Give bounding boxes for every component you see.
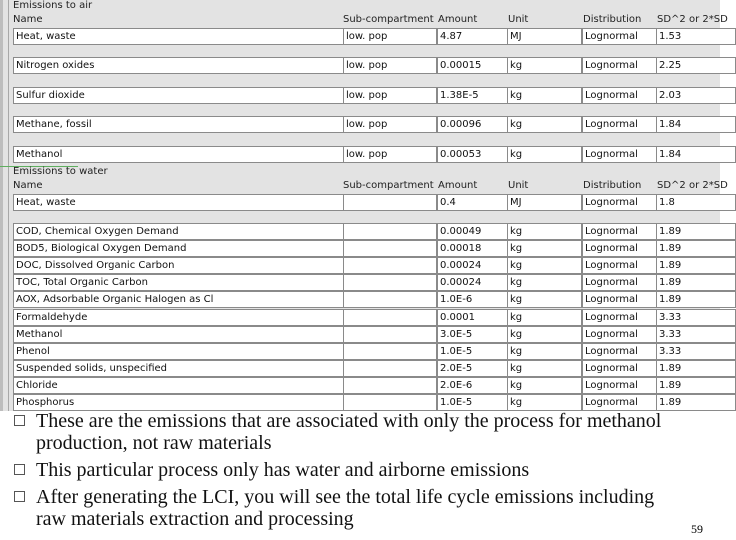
distribution-field[interactable]: Lognormal xyxy=(582,57,657,74)
bullet-text: This particular process only has water and airborne emissions xyxy=(36,459,530,481)
name-field[interactable]: Heat, waste xyxy=(13,28,344,45)
amount-field[interactable]: 0.00024 xyxy=(437,274,508,291)
distribution-field[interactable]: Lognormal xyxy=(582,394,657,411)
sub-compartment-field[interactable]: low. pop xyxy=(343,87,437,104)
emissions-to-water-title: Emissions to water xyxy=(13,166,108,177)
unit-field[interactable]: kg xyxy=(507,360,582,377)
column-header: Amount xyxy=(438,14,478,25)
bullet-list xyxy=(14,410,674,535)
distribution-field[interactable]: Lognormal xyxy=(582,223,657,240)
sub-compartment-field[interactable] xyxy=(343,257,437,274)
amount-field[interactable]: 1.0E-6 xyxy=(437,291,508,308)
sub-compartment-field[interactable] xyxy=(343,326,437,343)
column-header: SD^2 or 2*SD xyxy=(657,14,728,25)
amount-field[interactable]: 2.0E-6 xyxy=(437,377,508,394)
name-field[interactable]: TOC, Total Organic Carbon xyxy=(13,274,344,291)
name-field[interactable]: Phenol xyxy=(13,343,344,360)
sd-field[interactable]: 1.89 xyxy=(656,394,736,411)
emissions-to-water-row xyxy=(13,309,733,326)
sd-field[interactable]: 1.89 xyxy=(656,360,736,377)
distribution-field[interactable]: Lognormal xyxy=(582,309,657,326)
distribution-field[interactable]: Lognormal xyxy=(582,87,657,104)
column-header: Distribution xyxy=(583,14,642,25)
column-header: Name xyxy=(13,14,43,25)
emissions-to-water-row xyxy=(13,223,733,240)
emissions-to-air-row xyxy=(13,28,733,45)
column-header: Distribution xyxy=(583,180,642,191)
sub-compartment-field[interactable]: low. pop xyxy=(343,57,437,74)
name-field[interactable]: Formaldehyde xyxy=(13,309,344,326)
sub-compartment-field[interactable] xyxy=(343,240,437,257)
name-field[interactable]: Methane, fossil xyxy=(13,116,344,133)
amount-field[interactable]: 4.87 xyxy=(437,28,508,45)
sub-compartment-field[interactable] xyxy=(343,377,437,394)
name-field[interactable]: COD, Chemical Oxygen Demand xyxy=(13,223,344,240)
bullet-text: These are the emissions that are associated with only the process for methanol production, not raw materials xyxy=(36,410,662,454)
sd-field[interactable]: 3.33 xyxy=(656,309,736,326)
bullet-item xyxy=(14,410,674,454)
sub-compartment-field[interactable] xyxy=(343,194,437,211)
emissions-to-water-row xyxy=(13,240,733,257)
distribution-field[interactable]: Lognormal xyxy=(582,28,657,45)
amount-field[interactable]: 2.0E-5 xyxy=(437,360,508,377)
column-header: Sub-compartment xyxy=(343,14,434,25)
emissions-to-water-row xyxy=(13,360,733,377)
amount-field[interactable]: 1.38E-5 xyxy=(437,87,508,104)
sd-field[interactable]: 1.89 xyxy=(656,223,736,240)
emissions-to-water-row xyxy=(13,394,733,411)
column-header: Sub-compartment xyxy=(343,180,434,191)
unit-field[interactable]: kg xyxy=(507,394,582,411)
amount-field[interactable]: 0.00096 xyxy=(437,116,508,133)
column-header: Unit xyxy=(508,14,529,25)
name-field[interactable]: BOD5, Biological Oxygen Demand xyxy=(13,240,344,257)
name-field[interactable]: DOC, Dissolved Organic Carbon xyxy=(13,257,344,274)
sd-field[interactable]: 2.03 xyxy=(656,87,736,104)
amount-field[interactable]: 1.0E-5 xyxy=(437,394,508,411)
distribution-field[interactable]: Lognormal xyxy=(582,360,657,377)
emissions-to-air-title: Emissions to air xyxy=(13,0,93,11)
emissions-to-water-row xyxy=(13,257,733,274)
sd-field[interactable]: 1.53 xyxy=(656,28,736,45)
name-field[interactable]: Suspended solids, unspecified xyxy=(13,360,344,377)
name-field[interactable]: Heat, waste xyxy=(13,194,344,211)
sd-field[interactable]: 1.84 xyxy=(656,146,736,163)
distribution-field[interactable]: Lognormal xyxy=(582,194,657,211)
sub-compartment-field[interactable]: low. pop xyxy=(343,146,437,163)
divider xyxy=(8,0,9,411)
distribution-field[interactable]: Lognormal xyxy=(582,343,657,360)
sub-compartment-field[interactable] xyxy=(343,343,437,360)
name-field[interactable]: Methanol xyxy=(13,146,344,163)
column-header: Unit xyxy=(508,180,529,191)
emissions-to-water-row xyxy=(13,291,733,308)
sd-field[interactable]: 1.89 xyxy=(656,257,736,274)
sub-compartment-field[interactable] xyxy=(343,274,437,291)
sd-field[interactable]: 1.8 xyxy=(656,194,736,211)
unit-field[interactable]: kg xyxy=(507,343,582,360)
amount-field[interactable]: 0.00024 xyxy=(437,257,508,274)
distribution-field[interactable]: Lognormal xyxy=(582,291,657,308)
unit-field[interactable]: MJ xyxy=(507,28,582,45)
name-field[interactable]: Chloride xyxy=(13,377,344,394)
emissions-to-water-row xyxy=(13,343,733,360)
unit-field[interactable]: kg xyxy=(507,240,582,257)
bullet-box-icon xyxy=(14,464,25,475)
distribution-field[interactable]: Lognormal xyxy=(582,377,657,394)
sub-compartment-field[interactable]: low. pop xyxy=(343,28,437,45)
distribution-field[interactable]: Lognormal xyxy=(582,274,657,291)
emissions-to-water-row xyxy=(13,326,733,343)
sd-field[interactable]: 1.89 xyxy=(656,377,736,394)
distribution-field[interactable]: Lognormal xyxy=(582,240,657,257)
sub-compartment-field[interactable] xyxy=(343,360,437,377)
distribution-field[interactable]: Lognormal xyxy=(582,146,657,163)
amount-field[interactable]: 0.00015 xyxy=(437,57,508,74)
distribution-field[interactable]: Lognormal xyxy=(582,326,657,343)
amount-field[interactable]: 0.00018 xyxy=(437,240,508,257)
unit-field[interactable]: MJ xyxy=(507,194,582,211)
unit-field[interactable]: kg xyxy=(507,291,582,308)
sd-field[interactable]: 3.33 xyxy=(656,343,736,360)
page-number: 59 xyxy=(691,522,703,536)
distribution-field[interactable]: Lognormal xyxy=(582,116,657,133)
column-header: Name xyxy=(13,180,43,191)
sd-field[interactable]: 1.89 xyxy=(656,291,736,308)
name-field[interactable]: Sulfur dioxide xyxy=(13,87,344,104)
unit-field[interactable]: kg xyxy=(507,377,582,394)
unit-field[interactable]: kg xyxy=(507,309,582,326)
sub-compartment-field[interactable] xyxy=(343,291,437,308)
name-field[interactable]: AOX, Adsorbable Organic Halogen as Cl xyxy=(13,291,344,308)
sd-field[interactable]: 1.84 xyxy=(656,116,736,133)
unit-field[interactable]: kg xyxy=(507,146,582,163)
sd-field[interactable]: 3.33 xyxy=(656,326,736,343)
sub-compartment-field[interactable]: low. pop xyxy=(343,116,437,133)
column-header: Amount xyxy=(438,180,478,191)
column-header: SD^2 or 2*SD xyxy=(657,180,728,191)
amount-field[interactable]: 0.00053 xyxy=(437,146,508,163)
sub-compartment-field[interactable] xyxy=(343,309,437,326)
sub-compartment-field[interactable] xyxy=(343,223,437,240)
amount-field[interactable]: 0.0001 xyxy=(437,309,508,326)
bullet-text: After generating the LCI, you will see the total life cycle emissions including raw materials extraction and processing xyxy=(36,486,655,530)
unit-field[interactable]: kg xyxy=(507,116,582,133)
unit-field[interactable]: kg xyxy=(507,223,582,240)
bullet-box-icon xyxy=(14,415,25,426)
unit-field[interactable]: kg xyxy=(507,274,582,291)
distribution-field[interactable]: Lognormal xyxy=(582,257,657,274)
amount-field[interactable]: 3.0E-5 xyxy=(437,326,508,343)
name-field[interactable]: Methanol xyxy=(13,326,344,343)
unit-field[interactable]: kg xyxy=(507,87,582,104)
bullet-box-icon xyxy=(14,491,25,502)
emissions-to-air-row xyxy=(13,87,733,104)
amount-field[interactable]: 1.0E-5 xyxy=(437,343,508,360)
emissions-to-air-row xyxy=(13,146,733,163)
unit-field[interactable]: kg xyxy=(507,326,582,343)
bullet-item xyxy=(14,486,674,530)
name-field[interactable]: Nitrogen oxides xyxy=(13,57,344,74)
bullet-item xyxy=(14,459,674,481)
unit-field[interactable]: kg xyxy=(507,57,582,74)
emissions-to-air-row xyxy=(13,116,733,133)
sd-field[interactable]: 1.89 xyxy=(656,240,736,257)
sub-compartment-field[interactable] xyxy=(343,394,437,411)
emissions-to-water-row xyxy=(13,377,733,394)
amount-field[interactable]: 0.4 xyxy=(437,194,508,211)
emissions-to-air-row xyxy=(13,57,733,74)
sd-field[interactable]: 1.89 xyxy=(656,274,736,291)
sd-field[interactable]: 2.25 xyxy=(656,57,736,74)
unit-field[interactable]: kg xyxy=(507,257,582,274)
name-field[interactable]: Phosphorus xyxy=(13,394,344,411)
emissions-to-water-row xyxy=(13,194,733,211)
amount-field[interactable]: 0.00049 xyxy=(437,223,508,240)
emissions-to-water-row xyxy=(13,274,733,291)
